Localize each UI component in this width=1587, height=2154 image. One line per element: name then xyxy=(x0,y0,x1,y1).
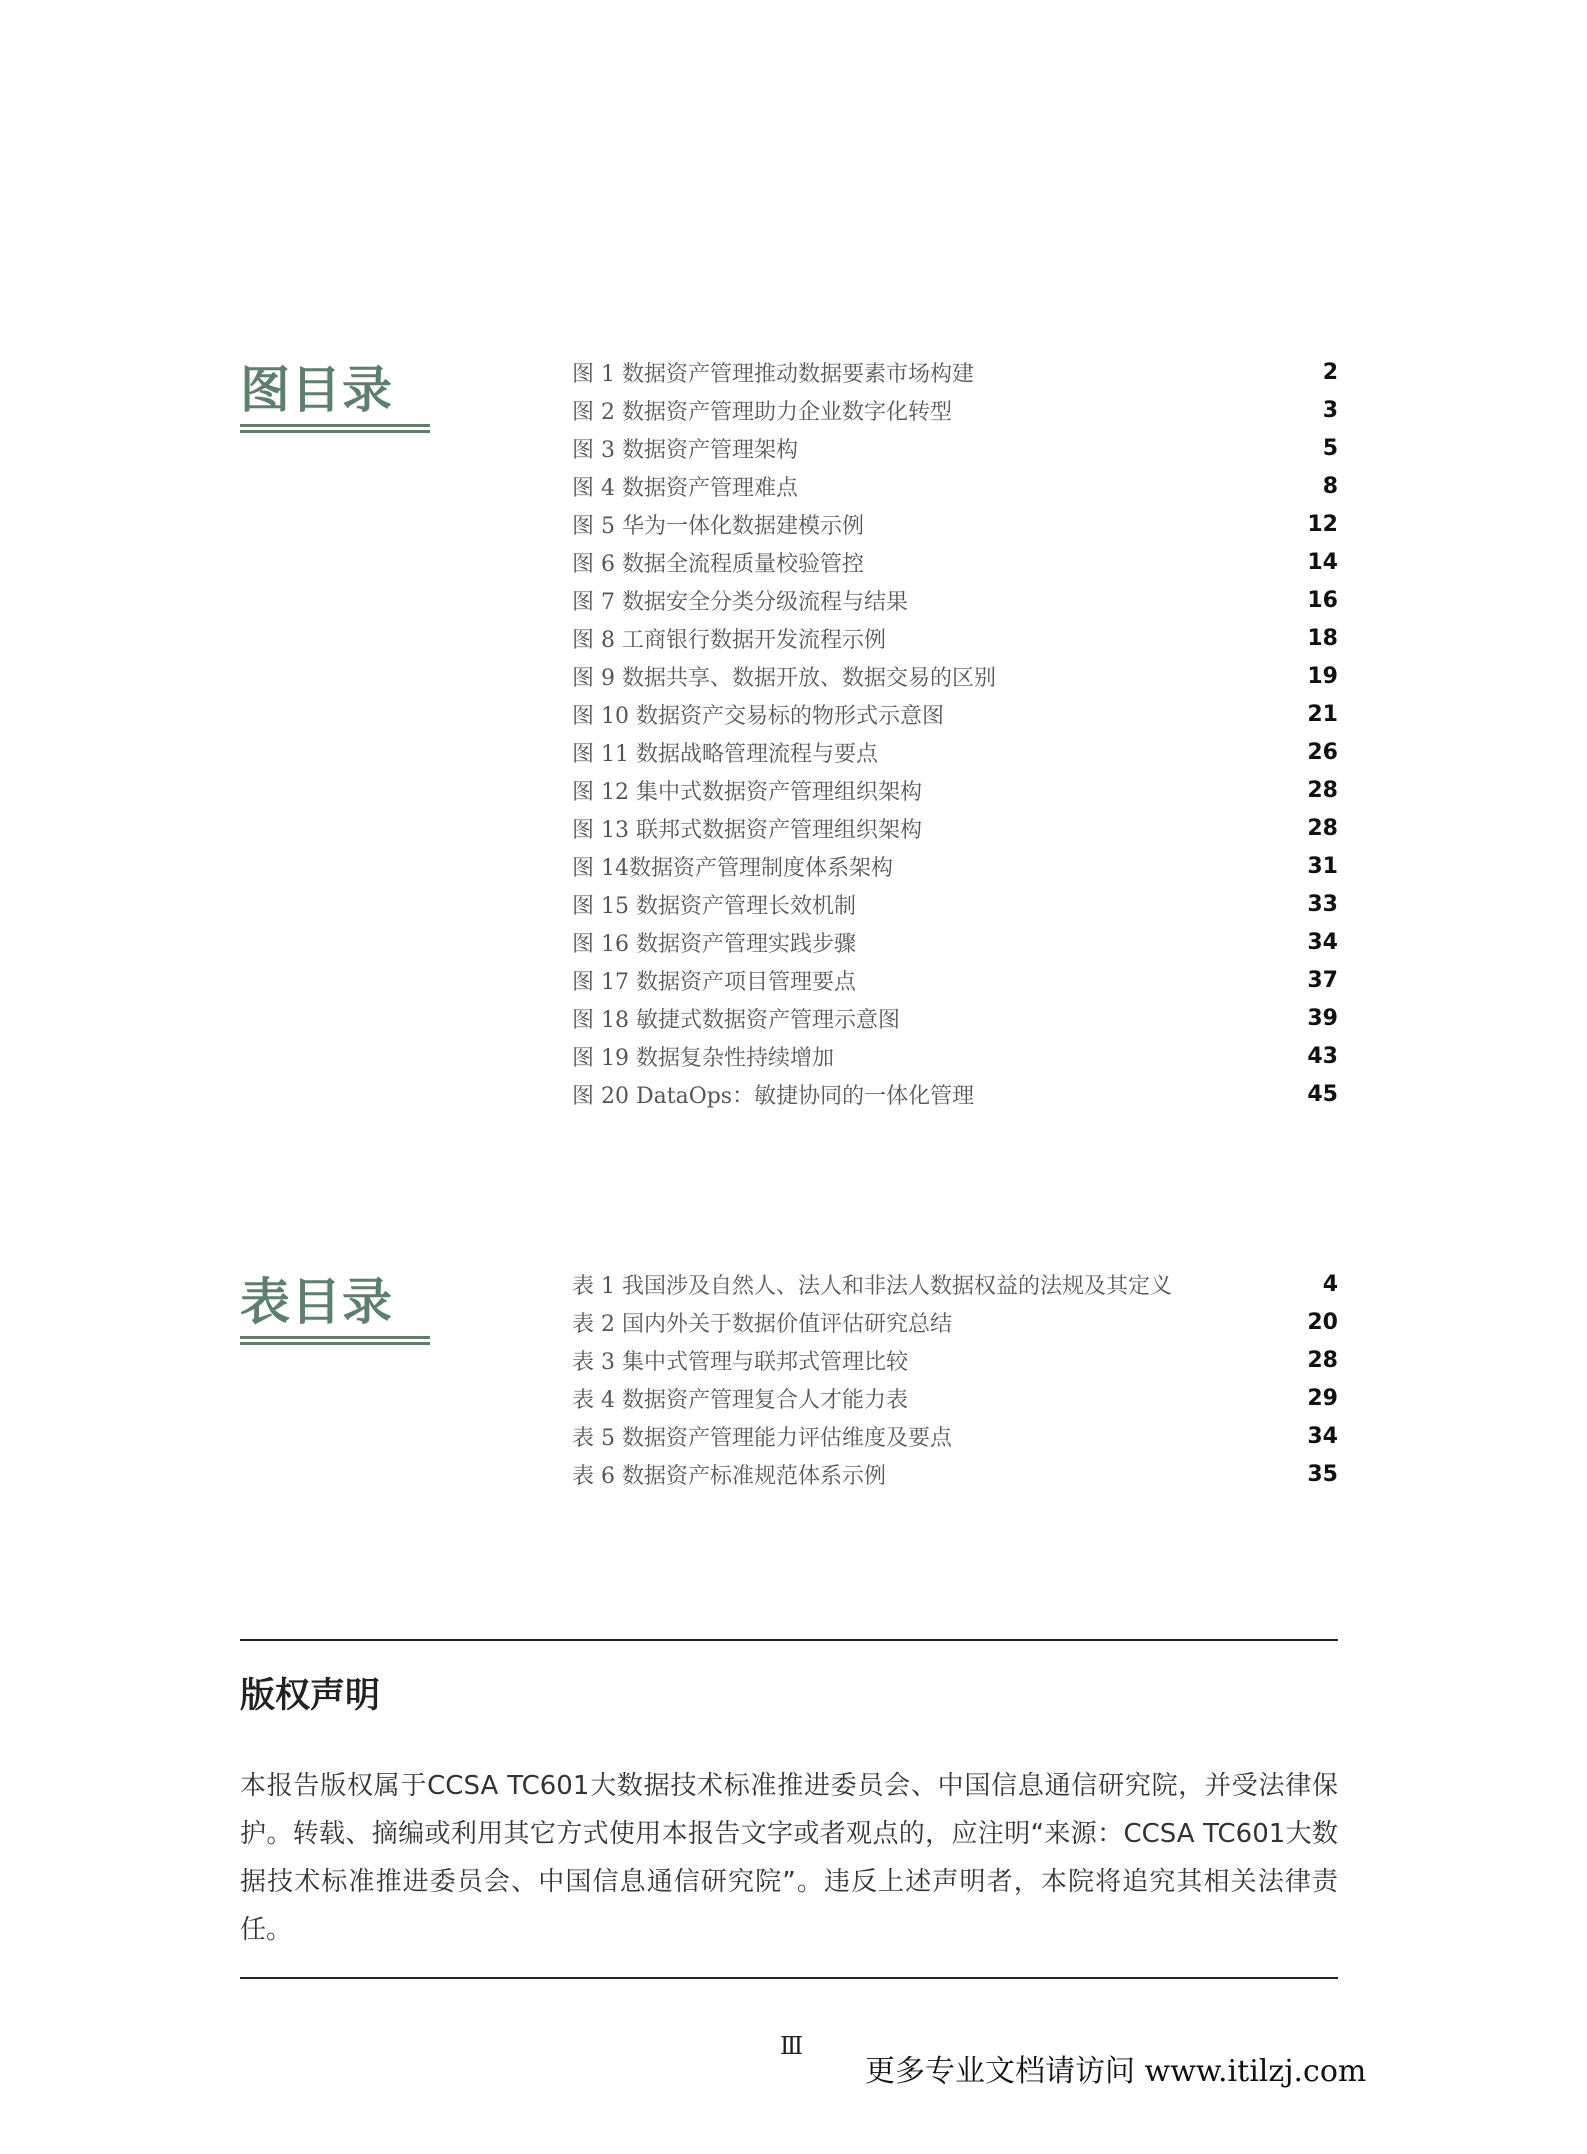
toc-entry-label: 表 3 集中式管理与联邦式管理比较 xyxy=(572,1349,908,1375)
copyright-title: 版权声明 xyxy=(240,1676,381,1716)
toc-entry[interactable] xyxy=(572,771,1338,809)
table-list xyxy=(572,1265,1338,1493)
toc-entry-page: 5 xyxy=(1322,435,1338,461)
toc-entry-label: 图 15 数据资产管理长效机制 xyxy=(572,893,856,919)
figures-heading: 图目录 xyxy=(240,361,393,419)
toc-entry-label: 图 11 数据战略管理流程与要点 xyxy=(572,741,878,767)
toc-entry[interactable] xyxy=(572,961,1338,999)
divider xyxy=(240,1639,1338,1641)
toc-entry-label: 表 4 数据资产管理复合人才能力表 xyxy=(572,1387,908,1413)
toc-entry-label: 图 20 DataOps：敏捷协同的一体化管理 xyxy=(572,1083,975,1109)
heading-underline xyxy=(240,424,430,427)
toc-entry-page: 43 xyxy=(1307,1043,1338,1069)
toc-entry-label: 图 8 工商银行数据开发流程示例 xyxy=(572,627,886,653)
toc-entry-page: 45 xyxy=(1307,1081,1338,1107)
toc-entry-label: 图 10 数据资产交易标的物形式示意图 xyxy=(572,703,944,729)
toc-entry-label: 图 14数据资产管理制度体系架构 xyxy=(572,855,893,881)
toc-entry-page: 37 xyxy=(1307,967,1338,993)
promo-text: 更多专业文档请访问 www.itilzj.com xyxy=(865,2054,1367,2089)
toc-entry-page: 8 xyxy=(1322,473,1338,499)
heading-underline xyxy=(240,1336,430,1339)
toc-entry-page: 14 xyxy=(1307,549,1338,575)
toc-entry-label: 图 1 数据资产管理推动数据要素市场构建 xyxy=(572,361,974,387)
divider xyxy=(240,1977,1338,1979)
toc-entry-page: 31 xyxy=(1307,853,1338,879)
toc-entry-page: 26 xyxy=(1307,739,1338,765)
toc-entry-label: 图 19 数据复杂性持续增加 xyxy=(572,1045,834,1071)
toc-entry-page: 39 xyxy=(1307,1005,1338,1031)
toc-entry-label: 表 6 数据资产标准规范体系示例 xyxy=(572,1463,886,1489)
toc-entry[interactable] xyxy=(572,999,1338,1037)
toc-entry-label: 图 12 集中式数据资产管理组织架构 xyxy=(572,779,922,805)
toc-entry[interactable] xyxy=(572,733,1338,771)
toc-entry[interactable] xyxy=(572,467,1338,505)
toc-entry[interactable] xyxy=(572,657,1338,695)
toc-entry-label: 表 2 国内外关于数据价值评估研究总结 xyxy=(572,1311,952,1337)
toc-entry-page: 18 xyxy=(1307,625,1338,651)
toc-entry-page: 3 xyxy=(1322,397,1338,423)
toc-entry-label: 图 9 数据共享、数据开放、数据交易的区别 xyxy=(572,665,996,691)
toc-entry-label: 图 3 数据资产管理架构 xyxy=(572,437,798,463)
toc-entry-page: 28 xyxy=(1307,815,1338,841)
toc-entry-page: 35 xyxy=(1307,1461,1338,1487)
toc-entry[interactable] xyxy=(572,1417,1338,1455)
toc-entry-page: 34 xyxy=(1307,929,1338,955)
toc-entry-page: 20 xyxy=(1307,1309,1338,1335)
toc-entry[interactable] xyxy=(572,581,1338,619)
toc-entry-page: 4 xyxy=(1322,1271,1338,1297)
toc-entry[interactable] xyxy=(572,923,1338,961)
toc-entry-label: 图 17 数据资产项目管理要点 xyxy=(572,969,856,995)
toc-entry-page: 21 xyxy=(1307,701,1338,727)
toc-entry[interactable] xyxy=(572,847,1338,885)
toc-entry[interactable] xyxy=(572,429,1338,467)
toc-entry[interactable] xyxy=(572,391,1338,429)
toc-entry-label: 图 7 数据安全分类分级流程与结果 xyxy=(572,589,908,615)
toc-entry-page: 28 xyxy=(1307,1347,1338,1373)
toc-entry[interactable] xyxy=(572,695,1338,733)
toc-entry-page: 33 xyxy=(1307,891,1338,917)
toc-entry-page: 29 xyxy=(1307,1385,1338,1411)
toc-entry[interactable] xyxy=(572,353,1338,391)
figure-list xyxy=(572,353,1338,1113)
toc-entry[interactable] xyxy=(572,1379,1338,1417)
toc-entry-label: 图 5 华为一体化数据建模示例 xyxy=(572,513,864,539)
toc-entry[interactable] xyxy=(572,543,1338,581)
toc-entry-page: 12 xyxy=(1307,511,1338,537)
toc-entry[interactable] xyxy=(572,505,1338,543)
toc-entry[interactable] xyxy=(572,619,1338,657)
toc-entry-label: 表 1 我国涉及自然人、法人和非法人数据权益的法规及其定义 xyxy=(572,1273,1172,1299)
toc-entry-label: 表 5 数据资产管理能力评估维度及要点 xyxy=(572,1425,952,1451)
toc-entry[interactable] xyxy=(572,1303,1338,1341)
page-number: Ⅲ xyxy=(780,2032,804,2060)
copyright-text: 本报告版权属于CCSA TC601大数据技术标准推进委员会、中国信息通信研究院，并受法律保护。转载、摘编或利用其它方式使用本报告文字或者观点的，应注明“来源：CCSA TC601大数据技术标准推进委员会、中国信息通信研究院”。违反上述声明者，本院将追究其相关法律责任。 xyxy=(240,1771,1338,1945)
toc-entry[interactable] xyxy=(572,1265,1338,1303)
toc-entry[interactable] xyxy=(572,1037,1338,1075)
toc-entry-page: 16 xyxy=(1307,587,1338,613)
toc-entry-label: 图 6 数据全流程质量校验管控 xyxy=(572,551,864,577)
toc-entry-label: 图 4 数据资产管理难点 xyxy=(572,475,798,501)
toc-entry-page: 28 xyxy=(1307,777,1338,803)
toc-entry[interactable] xyxy=(572,1455,1338,1493)
toc-entry[interactable] xyxy=(572,885,1338,923)
toc-entry-label: 图 16 数据资产管理实践步骤 xyxy=(572,931,856,957)
toc-entry-page: 2 xyxy=(1322,359,1338,385)
toc-entry-page: 19 xyxy=(1307,663,1338,689)
toc-entry[interactable] xyxy=(572,809,1338,847)
toc-entry-label: 图 13 联邦式数据资产管理组织架构 xyxy=(572,817,922,843)
toc-entry-page: 34 xyxy=(1307,1423,1338,1449)
toc-entry-label: 图 18 敏捷式数据资产管理示意图 xyxy=(572,1007,900,1033)
toc-entry-label: 图 2 数据资产管理助力企业数字化转型 xyxy=(572,399,952,425)
heading-underline xyxy=(240,1342,430,1345)
toc-entry[interactable] xyxy=(572,1075,1338,1113)
toc-entry[interactable] xyxy=(572,1341,1338,1379)
tables-heading: 表目录 xyxy=(240,1273,393,1331)
heading-underline xyxy=(240,430,430,433)
